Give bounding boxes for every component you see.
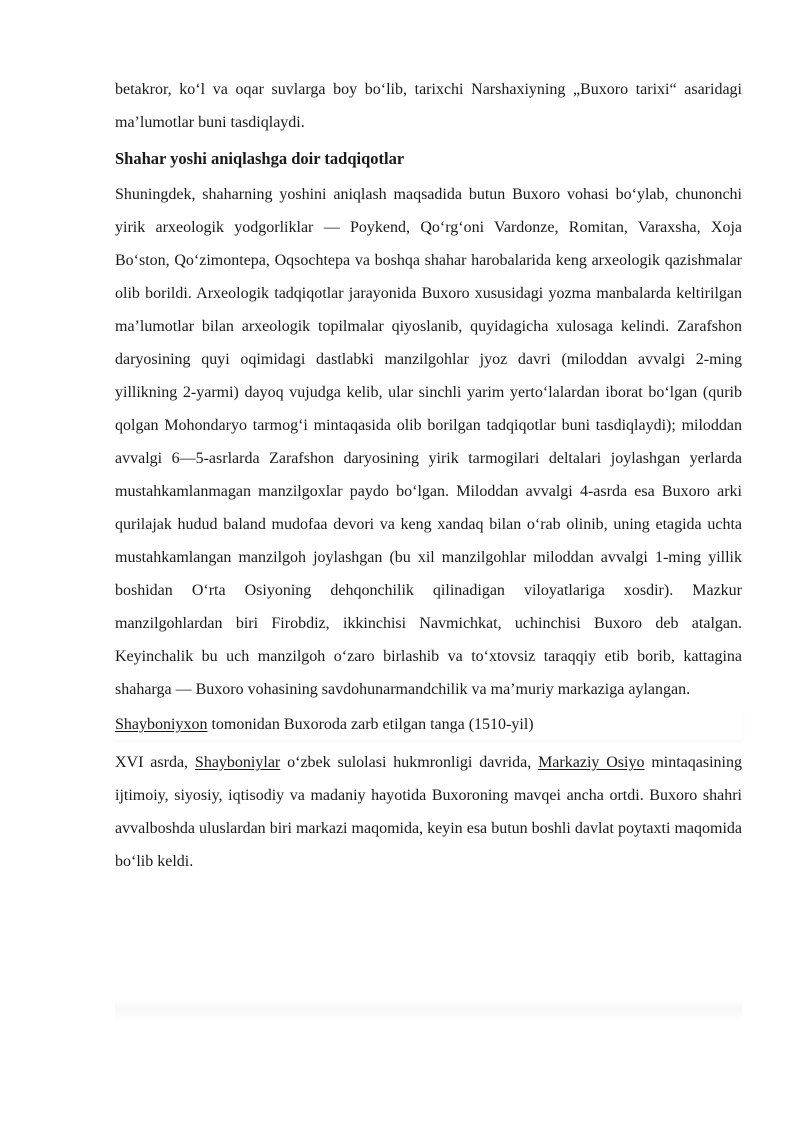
- section-heading: Shahar yoshi aniqlashga doir tadqiqotlar: [115, 149, 405, 168]
- caption-text: tomonidan Buxoroda zarb etilgan tanga (1510-yil): [207, 716, 534, 733]
- main-paragraph: Shuningdek, shaharning yoshini aniqlash maqsadida butun Buxoro vohasi bo‘ylab, chunonchi yirik arxeologik yodgorliklar — Poykend, Qo‘rg‘oni Vardonze, Romitan, Varaxsha, Xoja Bo‘ston, Qo‘zimontepa, Oqsochtepa va boshqa shahar harobalarida keng arxeologik qazishmalar olib borildi. Arxeologik tadqiqotlar jarayonida Buxoro xususidagi yozma manbalarda keltirilgan ma’lumotlar bilan arxeologik topilmalar qiyoslanib, quyidagicha xulosaga kelindi. Zarafshon daryosining quyi oqimidagi dastlabki manzilgohlar jyoz davri (miloddan avvalgi 2-ming yillikning 2-yarmi) dayoq vujudga kelib, ular sinchli yarim yerto‘lalardan iborat bo‘lgan (qurib qolgan Mohondaryo tarmog‘i mintaqasida olib borilgan tadqiqotlar buni tasdiqlaydi); miloddan avvalgi 6—5-asrlarda Zarafshon daryosining yirik tarmogilari deltalari joylashgan yerlarda mustahkamlanmagan manzilgoxlar paydo bo‘lgan. Miloddan avvalgi 4-asrda esa Buxoro arki qurilajak hudud baland mudofaa devori va keng xandaq bilan o‘rab olinib, uning etagida uchta mustahkamlangan manzilgoh joylashgan (bu xil manzilgohlar miloddan avvalgi 1-ming yillik boshidan O‘rta Osiyoning dehqonchilik qilinadigan viloyatlariga xosdir). Mazkur manzilgohlardan biri Firobdiz, ikkinchisi Navmichkat, uchinchisi Buxoro deb atalgan. Keyinchalik bu uch manzilgoh o‘zaro birlashib va to‘xtovsiz taraqqiy etib borib, kattagina shaharga — Buxoro vohasining savdohunarmandchilik va ma’muriy markaziga aylangan.: [115, 186, 742, 698]
- last-paragraph-text-1: XVI asrda,: [115, 754, 195, 771]
- last-paragraph-text-2: o‘zbek sulolasi hukmronligi davrida,: [280, 754, 539, 771]
- last-paragraph: [115, 746, 742, 878]
- document-page: [115, 73, 742, 878]
- caption-link-shayboniyxon[interactable]: Shayboniyxon: [115, 716, 208, 733]
- image-caption: [115, 710, 742, 740]
- intro-paragraph: betakror, ko‘l va oqar suvlarga boy bo‘lib, tarixchi Narshaxiyning „Buxoro tarixi“ asaridagi ma’lumotlar buni tasdiqlaydi.: [115, 81, 742, 131]
- bottom-shadow-divider: [115, 1000, 742, 1022]
- last-paragraph-text-3: mintaqasining ijtimoiy, siyosiy, iqtisodiy va madaniy hayotida Buxoroning mavqei ancha ortdi. Buxoro shahri avvalboshda uluslardan biri markazi maqomida, keyin esa butun boshli davlat poytaxti maqomida bo‘lib keldi.: [115, 754, 743, 870]
- link-shayboniylar[interactable]: Shayboniylar: [194, 754, 281, 771]
- link-markaziy-osiyo[interactable]: Markaziy Osiyo: [538, 754, 645, 771]
